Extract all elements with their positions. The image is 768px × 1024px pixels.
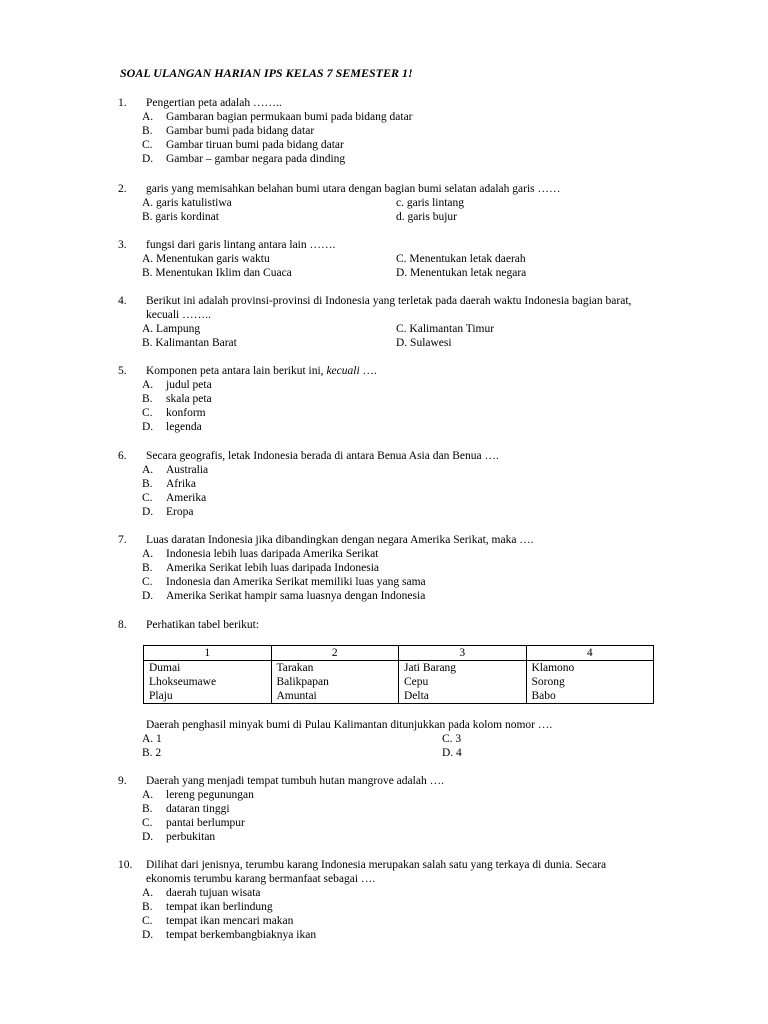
option-c: C. 3: [442, 733, 462, 745]
question-text: Komponen peta antara lain berikut ini, kecuali ….: [146, 365, 377, 377]
question-text: Luas daratan Indonesia jika dibandingkan dengan negara Amerika Serikat, maka ….: [146, 534, 534, 546]
option-d: D. tempat berkembangbiaknya ikan: [142, 929, 317, 941]
option-d: D. Eropa: [142, 506, 194, 518]
question-number: 7.: [118, 534, 127, 546]
table-cell-col-4: Klamono Sorong Babo: [526, 661, 654, 704]
option-b: B. Menentukan Iklim dan Cuaca: [142, 267, 292, 279]
option-b: B. Kalimantan Barat: [142, 337, 237, 349]
option-d: D. Sulawesi: [396, 337, 452, 349]
question-8-options: [118, 732, 678, 760]
question-text: Berikut ini adalah provinsi-provinsi di Indonesia yang terletak pada daerah waktu Indonesia bagian barat,: [146, 295, 632, 307]
option-c: C. Amerika: [142, 492, 207, 504]
question-number: 3.: [118, 239, 127, 251]
question-3: [118, 238, 678, 280]
option-c: C. konform: [142, 407, 206, 419]
option-a: A. lereng pegunungan: [142, 789, 254, 801]
table-header-row: [144, 646, 654, 661]
question-5: [118, 364, 678, 434]
option-a: A. Gambaran bagian permukaan bumi pada bidang datar: [142, 111, 413, 123]
question-7: [118, 533, 678, 603]
question-text-continued: ekonomis terumbu karang bermanfaat sebagai ….: [146, 873, 376, 885]
column-table: [143, 645, 654, 704]
table-cell-col-3: Jati Barang Cepu Delta: [399, 661, 527, 704]
option-a: A. judul peta: [142, 379, 212, 391]
question-number: 6.: [118, 450, 127, 462]
option-b: B. dataran tinggi: [142, 803, 230, 815]
option-b: B. Amerika Serikat lebih luas daripada Indonesia: [142, 562, 379, 574]
option-d: D. Amerika Serikat hampir sama luasnya dengan Indonesia: [142, 590, 426, 602]
option-c: C. tempat ikan mencari makan: [142, 915, 294, 927]
question-number: 5.: [118, 365, 127, 377]
table-header: 1: [144, 646, 272, 661]
option-d: D. Menentukan letak negara: [396, 267, 527, 279]
question-text: Secara geografis, letak Indonesia berada di antara Benua Asia dan Benua ….: [146, 450, 499, 462]
table-cell-col-2: Tarakan Balikpapan Amuntai: [271, 661, 399, 704]
question-4: [118, 294, 708, 350]
option-c: C. Gambar tiruan bumi pada bidang datar: [142, 139, 344, 151]
question-text: Daerah penghasil minyak bumi di Pulau Kalimantan ditunjukkan pada kolom nomor ….: [146, 719, 553, 731]
option-b: B. skala peta: [142, 393, 212, 405]
option-a: A. Australia: [142, 464, 209, 476]
option-c: C. Menentukan letak daerah: [396, 253, 526, 265]
question-1: [118, 96, 678, 166]
option-b: B. Afrika: [142, 478, 197, 490]
question-number: 1.: [118, 97, 127, 109]
option-b: B. garis kordinat: [142, 211, 219, 223]
question-text: Daerah yang menjadi tempat tumbuh hutan mangrove adalah ….: [146, 775, 444, 787]
option-b: B. tempat ikan berlindung: [142, 901, 273, 913]
option-a: A. 1: [142, 733, 162, 745]
option-d: d. garis bujur: [396, 211, 458, 223]
option-c: C. Kalimantan Timur: [396, 323, 495, 335]
question-8: [118, 618, 678, 632]
question-text-continued: kecuali ……..: [146, 309, 211, 321]
question-10: [118, 858, 678, 942]
option-b: B. Gambar bumi pada bidang datar: [142, 125, 315, 137]
question-number: 10.: [118, 859, 133, 871]
table-header: 4: [526, 646, 654, 661]
question-number: 2.: [118, 183, 127, 195]
option-c: C. Indonesia dan Amerika Serikat memiliki luas yang sama: [142, 576, 426, 588]
question-2: [118, 182, 678, 224]
question-text: fungsi dari garis lintang antara lain …….: [146, 239, 336, 251]
option-d: D. Gambar – gambar negara pada dinding: [142, 153, 346, 165]
question-9: [118, 774, 678, 844]
page-title: SOAL ULANGAN HARIAN IPS KELAS 7 SEMESTER 1!: [120, 66, 413, 80]
table-header: 2: [271, 646, 399, 661]
option-a: A. Menentukan garis waktu: [142, 253, 270, 265]
option-c: c. garis lintang: [396, 197, 465, 209]
option-a: A. garis katulistiwa: [142, 197, 232, 209]
question-number: 4.: [118, 295, 127, 307]
option-d: D. 4: [442, 747, 462, 759]
table-header: 3: [399, 646, 527, 661]
question-text: Pengertian peta adalah ……..: [146, 97, 282, 109]
option-c: C. pantai berlumpur: [142, 817, 245, 829]
question-number: 8.: [118, 619, 127, 631]
question-6: [118, 449, 678, 519]
option-a: A. Lampung: [142, 323, 201, 335]
option-d: D. legenda: [142, 421, 202, 433]
option-d: D. perbukitan: [142, 831, 216, 843]
option-a: A. Indonesia lebih luas daripada Amerika Serikat: [142, 548, 379, 560]
question-number: 9.: [118, 775, 127, 787]
table-row: [144, 661, 654, 704]
question-text: Dilihat dari jenisnya, terumbu karang Indonesia merupakan salah satu yang terkaya di dunia. Secara: [146, 859, 607, 871]
option-b: B. 2: [142, 747, 162, 759]
question-8-prompt: [146, 718, 706, 732]
question-text: Perhatikan tabel berikut:: [146, 619, 260, 631]
option-a: A. daerah tujuan wisata: [142, 887, 261, 899]
question-text: garis yang memisahkan belahan bumi utara dengan bagian bumi selatan adalah garis ……: [146, 183, 561, 195]
table-cell-col-1: Dumai Lhokseumawe Plaju: [144, 661, 272, 704]
